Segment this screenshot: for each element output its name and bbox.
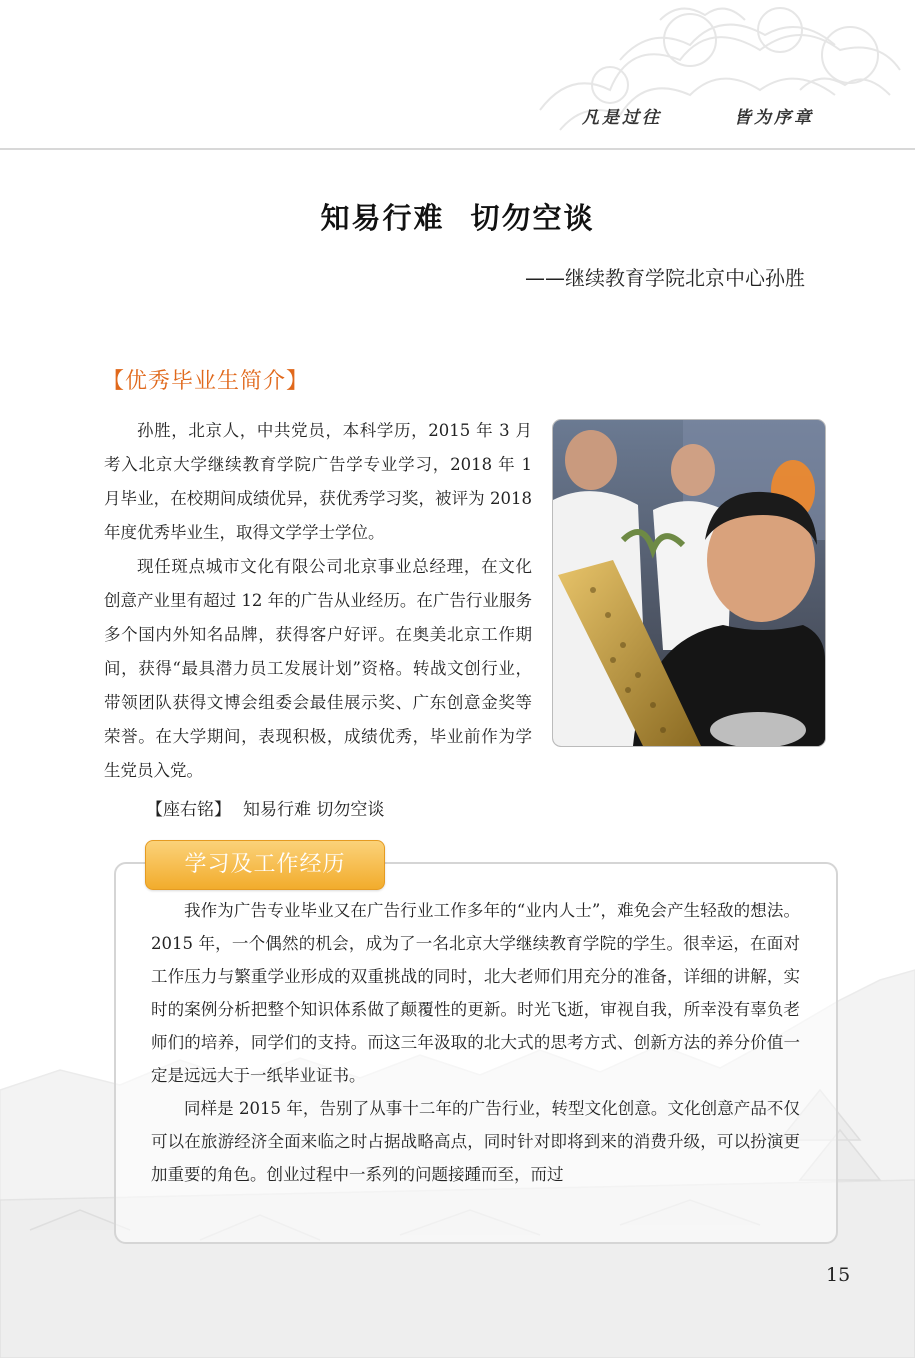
experience-paragraph-2: 同样是 2015 年，告别了从事十二年的广告行业，转型文化创意。文化创意产品不仅可以在旅游经济全面来临之时占据战略高点，同时针对即将到来的消费升级，可以扮演更加重要的角色。创业过程中一系列的问题接踵而至，而过 — [151, 1099, 800, 1184]
bio-paragraph-1: 孙胜，北京人，中共党员，本科学历，2015 年 3 月考入北京大学继续教育学院广告学专业学习，2018 年 1 月毕业，在校期间成绩优异，获优秀学习奖，被评为 2018 年度优秀毕业生，取得文学学士学位。 — [104, 421, 532, 542]
maxim-label: 【座右铭】 — [146, 800, 231, 820]
maxim — [146, 795, 384, 820]
title-part-2: 切勿空谈 — [470, 201, 595, 235]
header-motto-right: 皆为序章 — [734, 108, 814, 128]
article-subtitle: ——继续教育学院北京中心孙胜 — [525, 266, 805, 290]
graduate-photo — [552, 419, 826, 747]
maxim-text: 知易行难 切勿空谈 — [243, 800, 385, 820]
header-motto-left: 凡是过往 — [582, 108, 662, 128]
experience-text — [151, 894, 800, 1191]
bio-paragraph-2: 现任斑点城市文化有限公司北京事业总经理，在文化创意产业里有超过 12 年的广告从业经历。在广告行业服务多个国内外知名品牌，获得客户好评。在奥美北京工作期间，获得“最具潜力员工发展计划”资格。转战文创行业，带领团队获得文博会组委会最佳展示奖、广东创意金奖等荣誉。在大学期间，表现积极，成绩优秀，毕业前作为学生党员入党。 — [104, 557, 532, 780]
article-title — [0, 196, 915, 237]
experience-paragraph-1: 我作为广告专业毕业又在广告行业工作多年的“业内人士”，难免会产生轻敌的想法。2015 年，一个偶然的机会，成为了一名北京大学继续教育学院的学生。很幸运，在面对工作压力与繁重学业形成的双重挑战的同时，北大老师们用充分的准备，详细的讲解，实时的案例分析把整个知识体系做了颠覆性的更新。时光飞逝，审视自我，所幸没有辜负老师们的培养，同学们的支持。而这三年汲取的北大式的思考方式、创新方法的养分价值一定是远远大于一纸毕业证书。 — [151, 901, 800, 1085]
page-number: 15 — [826, 1264, 851, 1286]
experience-tab: 学习及工作经历 — [145, 840, 385, 890]
profile-heading: 【优秀毕业生简介】 — [102, 369, 310, 394]
profile-bio — [104, 414, 532, 788]
header-divider — [0, 148, 915, 150]
title-part-1: 知易行难 — [320, 201, 445, 235]
